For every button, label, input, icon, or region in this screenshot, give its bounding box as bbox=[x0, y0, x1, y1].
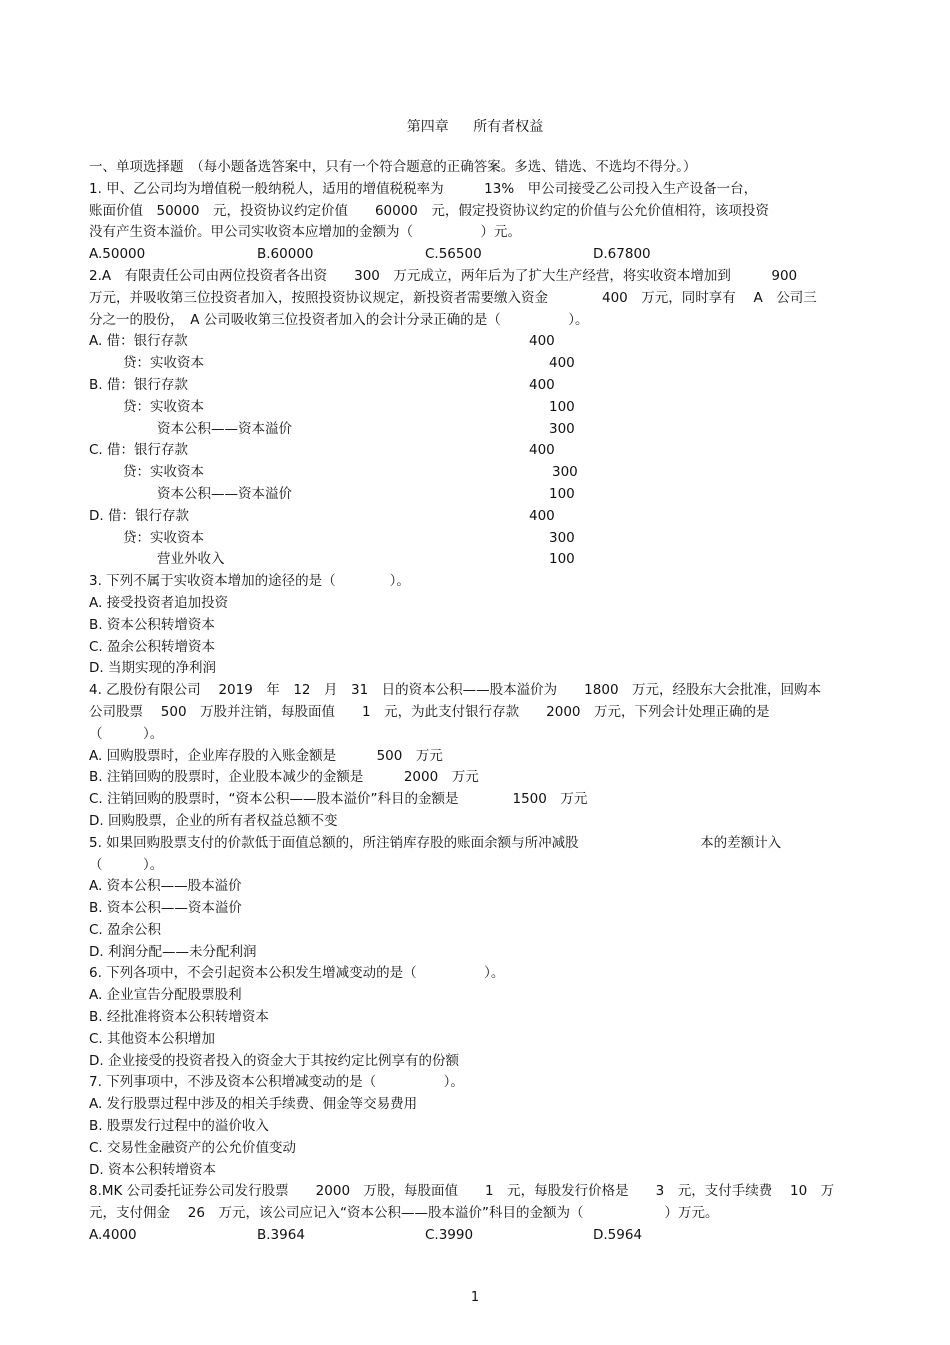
entry-amount: 400 bbox=[529, 376, 555, 393]
text-line bbox=[89, 353, 864, 375]
line-text: 贷：实收资本 bbox=[123, 464, 204, 481]
text-line bbox=[89, 462, 864, 484]
text-line bbox=[89, 506, 864, 528]
text-line bbox=[89, 680, 864, 702]
answer-option: A.50000 bbox=[89, 246, 146, 263]
line-text: 没有产生资本溢价。甲公司实收资本应增加的金额为（ ）元。 bbox=[89, 224, 521, 241]
chapter-name: 所有者权益 bbox=[473, 119, 544, 135]
chapter-number: 第四章 bbox=[406, 119, 449, 135]
line-text: B. 借：银行存款 bbox=[89, 376, 188, 393]
answer-option: D.67800 bbox=[593, 246, 651, 263]
text-line bbox=[89, 658, 864, 680]
text-line bbox=[89, 179, 864, 201]
text-line bbox=[89, 1116, 864, 1138]
text-line bbox=[89, 528, 864, 550]
entry-amount: 400 bbox=[549, 355, 575, 372]
line-text: 资本公积——资本溢价 bbox=[157, 485, 292, 502]
text-line bbox=[89, 615, 864, 637]
line-text: C. 借：银行存款 bbox=[89, 442, 189, 459]
line-text: D. 利润分配——未分配利润 bbox=[89, 943, 257, 960]
answer-options bbox=[89, 1225, 864, 1247]
answer-option: B.60000 bbox=[257, 246, 314, 263]
text-line bbox=[89, 440, 864, 462]
line-text: A. 回购股票时，企业库存股的入账金额是 500 万元 bbox=[89, 747, 443, 764]
text-line bbox=[89, 397, 864, 419]
line-text: 账面价值 50000 元，投资协议约定价值 60000 元，假定投资协议约定的价值与公允价值相符，该项投资 bbox=[89, 202, 769, 219]
line-text: A. 企业宣告分配股票股利 bbox=[89, 987, 242, 1004]
line-text: D. 企业接受的投资者投入的资金大于其按约定比例享有的份额 bbox=[89, 1052, 459, 1069]
entry-amount: 400 bbox=[529, 333, 555, 350]
text-line bbox=[89, 1007, 864, 1029]
line-text: A. 借：银行存款 bbox=[89, 333, 188, 350]
text-line bbox=[89, 593, 864, 615]
line-text: 8.MK 公司委托证券公司发行股票 2000 万股，每股面值 1 元，每股发行价格是 3 元，支付手续费 10 万 bbox=[89, 1183, 835, 1200]
line-text: B. 股票发行过程中的溢价收入 bbox=[89, 1118, 269, 1135]
line-text: D. 当期实现的净利润 bbox=[89, 660, 216, 677]
page-number: 1 bbox=[470, 1290, 480, 1305]
text-line bbox=[89, 375, 864, 397]
text-line bbox=[89, 1094, 864, 1116]
text-line bbox=[89, 920, 864, 942]
text-line bbox=[89, 288, 864, 310]
line-text: B. 资本公积——资本溢价 bbox=[89, 900, 242, 917]
text-line bbox=[89, 331, 864, 353]
line-text: 万元，并吸收第三位投资者加入，按照投资协议规定，新投资者需要缴入资金 400 万元，同时享有 A 公司三 bbox=[89, 289, 817, 306]
text-line bbox=[89, 1051, 864, 1073]
text-line bbox=[89, 876, 864, 898]
line-text: 贷：实收资本 bbox=[123, 398, 204, 415]
text-line bbox=[89, 811, 864, 833]
line-text: 一、单项选择题 （每小题备选答案中，只有一个符合题意的正确答案。多选、错选、不选均不得分。） bbox=[89, 159, 697, 175]
line-text: 4. 乙股份有限公司 2019 年 12 月 31 日的资本公积——股本溢价为 1800 万元，经股东大会批准，回购本 bbox=[89, 682, 822, 699]
line-text: 3. 下列不属于实收资本增加的途径的是（ ）。 bbox=[89, 573, 410, 590]
line-text: 元，支付佣金 26 万元，该公司应记入“资本公积——股本溢价”科目的金额为（ ）万元。 bbox=[89, 1205, 719, 1222]
text-line bbox=[89, 833, 864, 855]
answer-option: C.56500 bbox=[425, 246, 482, 263]
entry-amount: 400 bbox=[529, 507, 555, 524]
line-text: （ ）。 bbox=[89, 725, 164, 742]
entry-amount: 100 bbox=[549, 551, 575, 568]
text-line bbox=[89, 1138, 864, 1160]
line-text: 2.A 有限责任公司由两位投资者各出资 300 万元成立，两年后为了扩大生产经营，将实收资本增加到 900 bbox=[89, 267, 798, 284]
text-line bbox=[89, 985, 864, 1007]
line-text: C. 注销回购的股票时，“资本公积——股本溢价”科目的金额是 1500 万元 bbox=[89, 791, 588, 808]
line-text: B. 注销回购的股票时，企业股本减少的金额是 2000 万元 bbox=[89, 769, 479, 786]
text-line bbox=[89, 898, 864, 920]
line-text: 营业外收入 bbox=[157, 551, 225, 568]
answer-option: B.3964 bbox=[257, 1227, 305, 1244]
line-text: D. 借：银行存款 bbox=[89, 507, 189, 524]
text-line bbox=[89, 702, 864, 724]
text-line bbox=[89, 789, 864, 811]
text-line bbox=[89, 1203, 864, 1225]
text-line bbox=[89, 549, 864, 571]
text-line bbox=[89, 1160, 864, 1182]
answer-option: C.3990 bbox=[425, 1227, 474, 1244]
entry-amount: 300 bbox=[552, 464, 578, 481]
entry-amount: 300 bbox=[549, 420, 575, 437]
text-line bbox=[89, 222, 864, 244]
line-text: B. 资本公积转增资本 bbox=[89, 616, 215, 633]
line-text: 公司股票 500 万股并注销，每股面值 1 元，为此支付银行存款 2000 万元，下列会计处理正确的是 bbox=[89, 703, 770, 720]
line-text: （ ）。 bbox=[89, 856, 164, 873]
line-text: 贷：实收资本 bbox=[123, 529, 204, 546]
text-line bbox=[89, 746, 864, 768]
line-text: D. 资本公积转增资本 bbox=[89, 1161, 216, 1178]
text-line bbox=[89, 942, 864, 964]
text-line bbox=[89, 855, 864, 877]
line-text: 资本公积——资本溢价 bbox=[157, 420, 292, 437]
line-text: B. 经批准将资本公积转增资本 bbox=[89, 1009, 269, 1026]
answer-option: D.5964 bbox=[593, 1227, 643, 1244]
line-text: A. 资本公积——股本溢价 bbox=[89, 878, 242, 895]
text-line bbox=[89, 571, 864, 593]
text-line bbox=[89, 1181, 864, 1203]
text-line bbox=[89, 201, 864, 223]
text-line bbox=[89, 310, 864, 332]
entry-amount: 300 bbox=[549, 529, 575, 546]
line-text: C. 交易性金融资产的公允价值变动 bbox=[89, 1139, 297, 1156]
line-text: 分之一的股份， A 公司吸收第三位投资者加入的会计分录正确的是（ ）。 bbox=[89, 311, 589, 328]
line-text: A. 发行股票过程中涉及的相关手续费、佣金等交易费用 bbox=[89, 1096, 418, 1113]
text-line bbox=[89, 767, 864, 789]
text-line bbox=[89, 1029, 864, 1051]
line-text: C. 其他资本公积增加 bbox=[89, 1030, 216, 1047]
line-text: 5. 如果回购股票支付的价款低于面值总额的，所注销库存股的账面余额与所冲减股 本的差额计入 bbox=[89, 834, 782, 851]
line-text: 7. 下列事项中，不涉及资本公积增减变动的是（ ）。 bbox=[89, 1074, 464, 1091]
line-text: A. 接受投资者追加投资 bbox=[89, 594, 229, 611]
line-text: 1. 甲、乙公司均为增值税一般纳税人，适用的增值税税率为 13% 甲公司接受乙公司投入生产设备一台， bbox=[89, 180, 758, 197]
text-line bbox=[89, 963, 864, 985]
line-text: 6. 下列各项中，不会引起资本公积发生增减变动的是（ ）。 bbox=[89, 965, 505, 982]
line-text: C. 盈余公积 bbox=[89, 921, 162, 938]
text-line bbox=[89, 266, 864, 288]
line-text: D. 回购股票，企业的所有者权益总额不变 bbox=[89, 812, 338, 829]
line-text: 贷：实收资本 bbox=[123, 355, 204, 372]
text-line bbox=[89, 419, 864, 441]
text-line bbox=[89, 484, 864, 506]
answer-options bbox=[89, 244, 864, 266]
entry-amount: 400 bbox=[529, 442, 555, 459]
line-text: C. 盈余公积转增资本 bbox=[89, 638, 216, 655]
text-line bbox=[89, 1072, 864, 1094]
answer-option: A.4000 bbox=[89, 1227, 137, 1244]
text-line bbox=[89, 157, 864, 179]
entry-amount: 100 bbox=[549, 398, 575, 415]
text-line bbox=[89, 637, 864, 659]
text-line bbox=[89, 724, 864, 746]
chapter-title bbox=[0, 116, 950, 136]
entry-amount: 100 bbox=[549, 485, 575, 502]
question-body bbox=[89, 157, 864, 1247]
